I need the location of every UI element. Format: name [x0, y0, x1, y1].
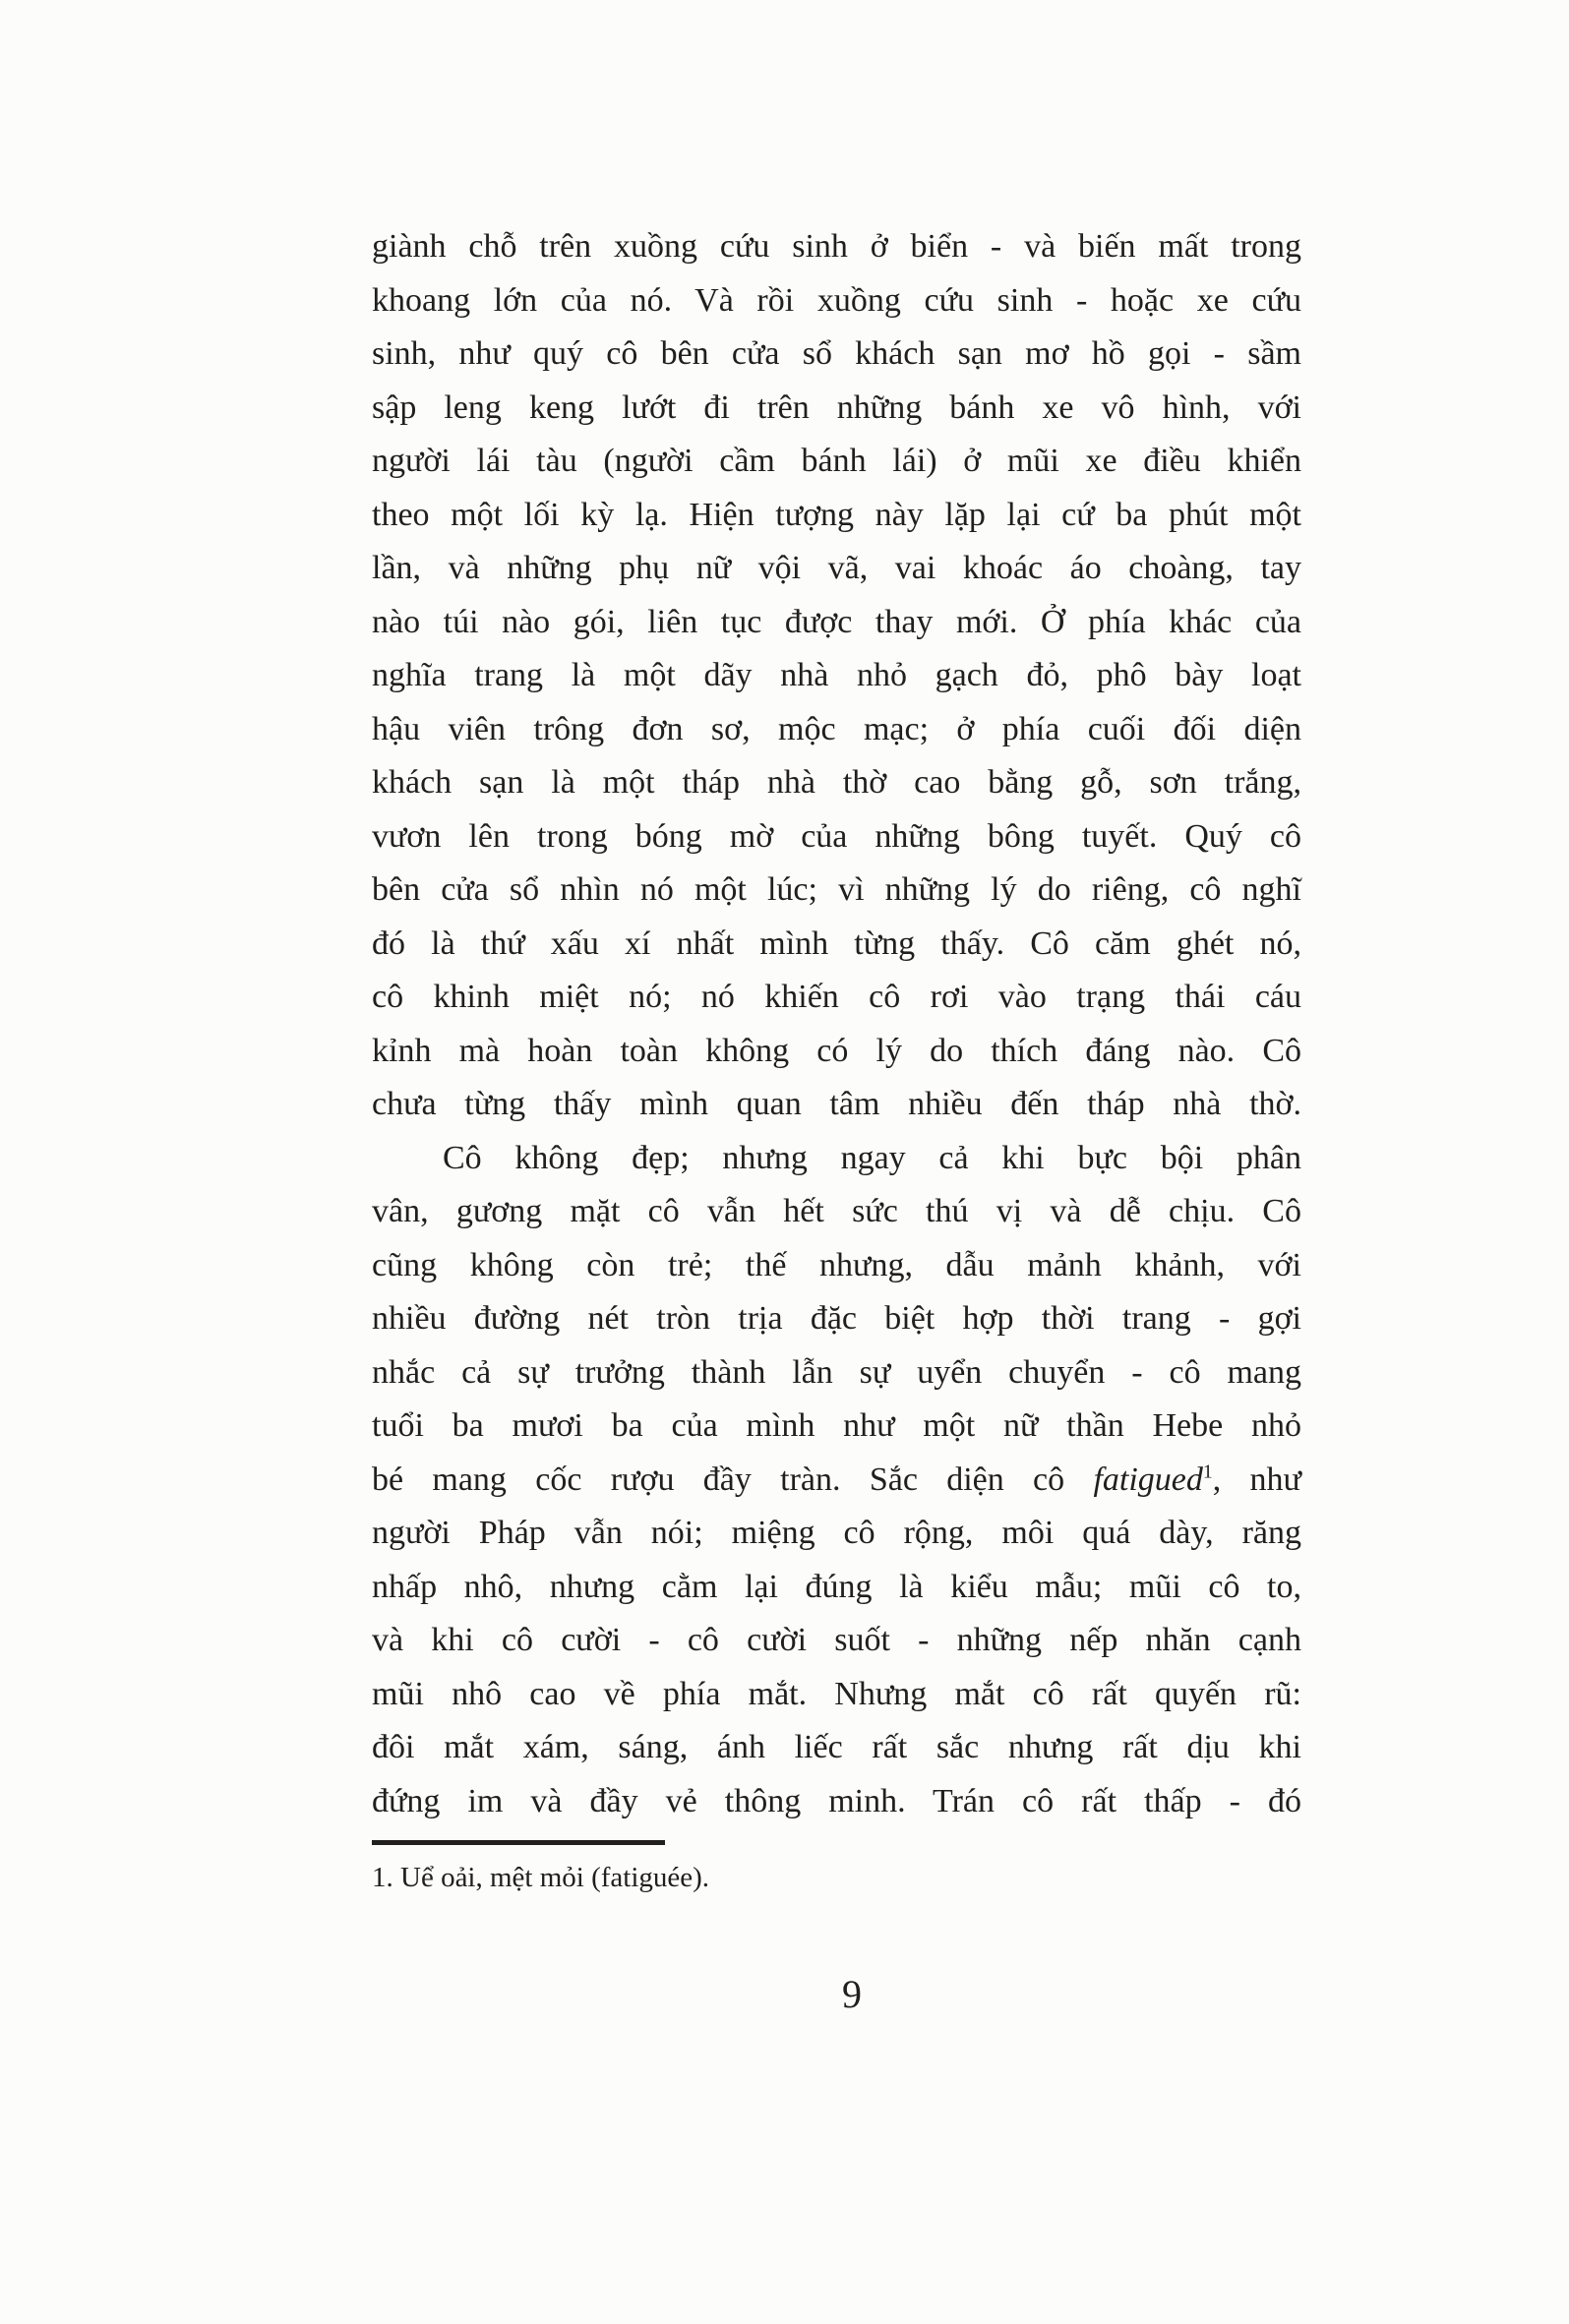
text-line: mũi nhô cao về phía mắt. Nhưng mắt cô rất quyến rũ:: [372, 1675, 1301, 1712]
footnote-text: 1. Uể oải, mệt mỏi (fatiguée).: [372, 1862, 710, 1893]
italic-text: fatigued: [1093, 1460, 1203, 1498]
text-segment: bé mang cốc rượu đầy tràn. Sắc diện cô: [372, 1460, 1094, 1498]
text-line: bên cửa sổ nhìn nó một lúc; vì những lý do riêng, cô nghĩ: [372, 871, 1301, 908]
text-column: [372, 220, 1301, 1828]
page-number: 9: [842, 1972, 862, 2016]
text-line: sập leng keng lướt đi trên những bánh xe vô hình, với: [372, 388, 1301, 426]
text-line: người Pháp vẫn nói; miệng cô rộng, môi quá dày, răng: [372, 1515, 1301, 1551]
text-line: đứng im và đầy vẻ thông minh. Trán cô rất thấp - đó: [372, 1782, 1301, 1819]
text-line: kỉnh mà hoàn toàn không có lý do thích đáng nào. Cô: [372, 1032, 1301, 1069]
text-line: nhấp nhô, nhưng cằm lại đúng là kiểu mẫu; mũi cô to,: [372, 1568, 1301, 1605]
text-line: cũng không còn trẻ; thế nhưng, dẫu mảnh khảnh, với: [372, 1246, 1301, 1283]
text-line: người lái tàu (người cầm bánh lái) ở mũi xe điều khiển: [372, 443, 1301, 479]
text-line: tuổi ba mươi ba của mình như một nữ thần Hebe nhỏ: [372, 1407, 1301, 1444]
footnote-marker: 1: [1202, 1460, 1213, 1483]
text-line: [372, 1454, 1301, 1508]
text-line: nhắc cả sự trưởng thành lẫn sự uyển chuyển - cô mang: [372, 1353, 1301, 1391]
text-line: theo một lối kỳ lạ. Hiện tượng này lặp lại cứ ba phút một: [372, 496, 1301, 533]
text-line: khoang lớn của nó. Và rồi xuồng cứu sinh - hoặc xe cứu: [372, 281, 1301, 319]
footnote-divider: [372, 1840, 665, 1845]
text-line: chưa từng thấy mình quan tâm nhiều đến tháp nhà thờ.: [372, 1086, 1301, 1122]
text-line: vân, gương mặt cô vẫn hết sức thú vị và dễ chịu. Cô: [372, 1193, 1301, 1229]
text-line: nhiều đường nét tròn trịa đặc biệt hợp thời trang - gợi: [372, 1300, 1301, 1337]
text-line: sinh, như quý cô bên cửa sổ khách sạn mơ hồ gọi - sầm: [372, 335, 1301, 372]
text-line: khách sạn là một tháp nhà thờ cao bằng gỗ, sơn trắng,: [372, 764, 1301, 801]
text-line: nào túi nào gói, liên tục được thay mới. Ở phía khác của: [372, 603, 1301, 640]
text-line: Cô không đẹp; nhưng ngay cả khi bực bội phân: [443, 1139, 1301, 1176]
text-line: đó là thứ xấu xí nhất mình từng thấy. Cô căm ghét nó,: [372, 924, 1301, 962]
text-line: hậu viên trông đơn sơ, mộc mạc; ở phía cuối đối diện: [372, 710, 1301, 747]
text-line: giành chỗ trên xuồng cứu sinh ở biển - và biến mất trong: [372, 228, 1301, 265]
text-line: đôi mắt xám, sáng, ánh liếc rất sắc nhưng rất dịu khi: [372, 1729, 1301, 1765]
text-line: nghĩa trang là một dãy nhà nhỏ gạch đỏ, phô bày loạt: [372, 657, 1301, 693]
text-line: lần, và những phụ nữ vội vã, vai khoác áo choàng, tay: [372, 550, 1301, 586]
text-line: vươn lên trong bóng mờ của những bông tuyết. Quý cô: [372, 817, 1301, 855]
text-line: cô khinh miệt nó; nó khiến cô rơi vào trạng thái cáu: [372, 979, 1301, 1015]
text-line: và khi cô cười - cô cười suốt - những nếp nhăn cạnh: [372, 1622, 1301, 1658]
text-segment: , như: [1212, 1460, 1301, 1498]
